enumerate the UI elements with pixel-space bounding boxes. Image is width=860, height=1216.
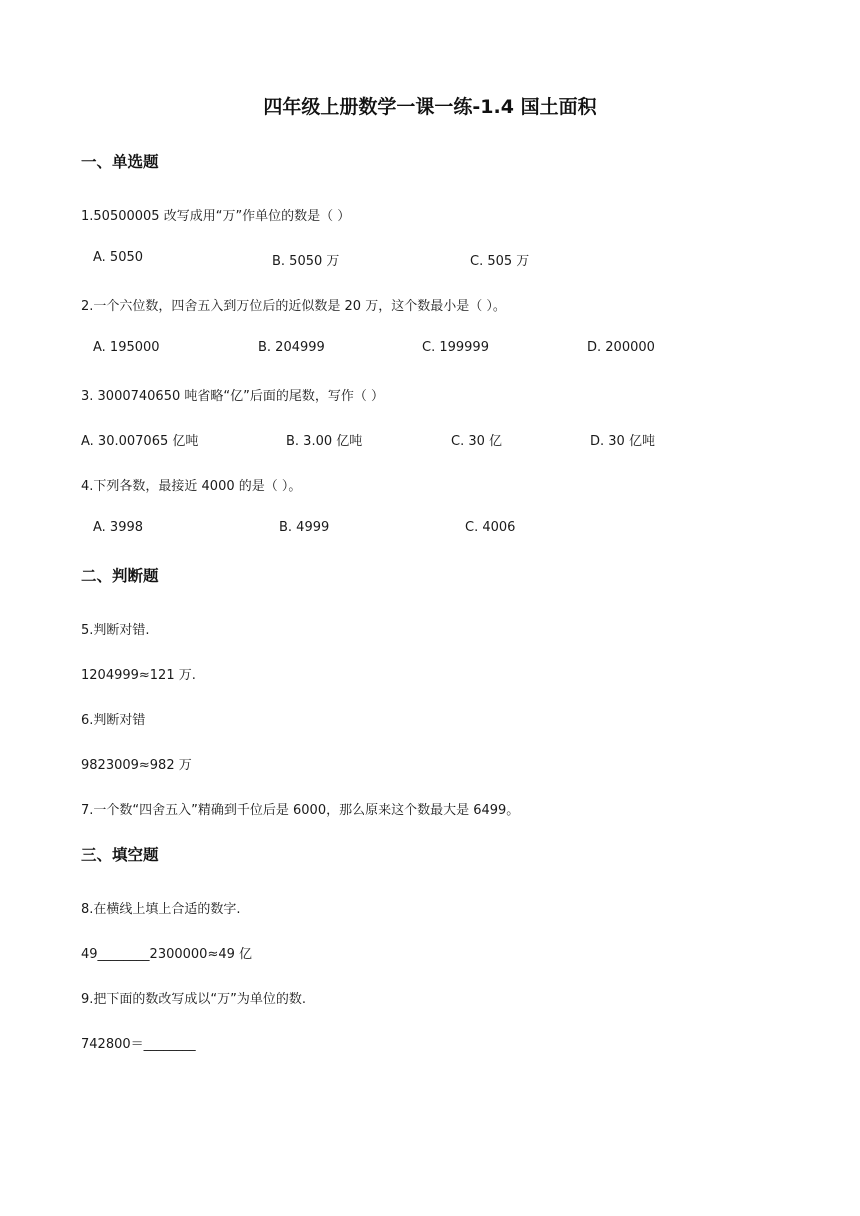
question-2-option-b: B. 204999 [258,340,325,355]
question-3-option-c: C. 30 亿 [451,434,503,449]
question-5-statement: 1204999≈121 万. [81,668,196,683]
question-5-text: 5.判断对错. [81,623,150,638]
question-3-option-b: B. 3.00 亿吨 [286,434,363,449]
section-heading-fill-blank: 三、填空题 [81,846,159,864]
question-2-option-d: D. 200000 [587,340,655,355]
question-3-option-a: A. 30.007065 亿吨 [81,434,199,449]
question-1-option-c: C. 505 万 [470,254,530,269]
question-1-option-b: B. 5050 万 [272,254,340,269]
page-title: 四年级上册数学一课一练-1.4 国土面积 [263,96,597,118]
question-7-text: 7.一个数“四舍五入”精确到千位后是 6000，那么原来这个数最大是 6499。 [81,803,520,818]
question-4-option-c: C. 4006 [465,520,516,535]
question-2-text: 2.一个六位数，四舍五入到万位后的近似数是 20 万，这个数最小是（ ）。 [81,299,506,314]
question-6-text: 6.判断对错 [81,713,146,728]
question-6-statement: 9823009≈982 万 [81,758,192,773]
section-heading-true-false: 二、判断题 [81,567,159,585]
question-8-text: 8.在横线上填上合适的数字. [81,902,241,917]
question-3-text: 3. 3000740650 吨省略“亿”后面的尾数，写作（ ） [81,389,384,404]
question-3-option-d: D. 30 亿吨 [590,434,655,449]
question-4-option-a: A. 3998 [93,520,144,535]
question-9-text: 9.把下面的数改写成以“万”为单位的数. [81,992,307,1007]
question-4-text: 4.下列各数，最接近 4000 的是（ ）。 [81,479,302,494]
question-8-blank-line: 49________2300000≈49 亿 [81,947,253,962]
section-heading-single-choice: 一、单选题 [81,153,159,171]
question-2-option-c: C. 199999 [422,340,489,355]
question-1-text: 1.50500005 改写成用“万”作单位的数是（ ） [81,209,351,224]
question-9-blank-line: 742800＝________ [81,1037,196,1052]
question-4-option-b: B. 4999 [279,520,330,535]
question-1-option-a: A. 5050 [93,250,144,265]
question-2-option-a: A. 195000 [93,340,160,355]
